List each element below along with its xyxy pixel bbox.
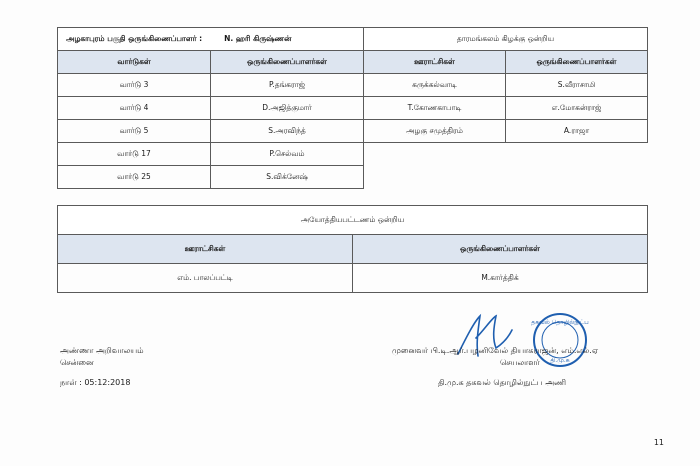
coordinator-cell: D.அஜித்குமார் bbox=[211, 97, 364, 120]
tharamangalam-table bbox=[363, 27, 648, 143]
coordinator-cell: P.செல்வம் bbox=[211, 143, 364, 166]
panchayat-cell: அழகு சமுத்திரம் bbox=[364, 120, 506, 143]
title-name: N. ஹரி கிருஷ்ணன் bbox=[224, 34, 292, 43]
table-row bbox=[364, 97, 648, 120]
table-row bbox=[364, 74, 648, 97]
table-row bbox=[364, 120, 648, 143]
coordinator-cell: S.வீராசாமி bbox=[506, 74, 648, 97]
ward-cell: வார்டு 25 bbox=[58, 166, 211, 189]
col-header-coordinators: ஒருங்கிணைப்பாளர்கள் bbox=[211, 51, 364, 74]
ayothiyapattanam-table bbox=[57, 205, 648, 293]
panchayat-cell: எம். பாலப்பட்டி bbox=[58, 264, 353, 293]
wing-name: தி.மு.க தகவல் தொழில்நுட்ப அணி bbox=[438, 378, 567, 387]
alagapuram-title bbox=[58, 28, 364, 51]
tharamangalam-title: தாரமங்கலம் கிழக்கு ஒன்றிய bbox=[364, 28, 648, 51]
alagapuram-table bbox=[57, 27, 364, 189]
table-row bbox=[58, 97, 364, 120]
table-row bbox=[58, 166, 364, 189]
place-line2: சென்னை bbox=[60, 358, 94, 367]
panchayat-cell: T.கோணகாபாடி bbox=[364, 97, 506, 120]
ayothiyapattanam-title: அயோத்தியபட்டணம் ஒன்றிய bbox=[58, 206, 648, 235]
coordinator-cell: P.தங்கராஜ் bbox=[211, 74, 364, 97]
col-header-panchayats: ஊராட்சிகள் bbox=[364, 51, 506, 74]
stamp-text: தகவல் தொழில்நுட்ப bbox=[531, 319, 589, 326]
ward-cell: வார்டு 5 bbox=[58, 120, 211, 143]
ward-cell: வார்டு 4 bbox=[58, 97, 211, 120]
col-header-panchayats: ஊராட்சிகள் bbox=[58, 235, 353, 264]
signatory-name: முனைவர் பி.டி.ஆர்.பழனிவேல் தியாகராஜன், எம்.எல்.ஏ bbox=[392, 346, 599, 355]
page-number: 11 bbox=[653, 438, 664, 447]
signatory-title: செயலாளர் bbox=[500, 358, 540, 367]
coordinator-cell: A.ராஜா bbox=[506, 120, 648, 143]
table-row bbox=[58, 264, 648, 293]
ward-cell: வார்டு 3 bbox=[58, 74, 211, 97]
col-header-coordinators: ஒருங்கிணைப்பாளர்கள் bbox=[506, 51, 648, 74]
panchayat-cell: கருக்கல்வாடி bbox=[364, 74, 506, 97]
table-row bbox=[58, 74, 364, 97]
title-label: அழகாபுரம் பகுதி ஒருங்கிணைப்பாளர் : bbox=[66, 34, 203, 43]
col-header-wards: வார்டுகள் bbox=[58, 51, 211, 74]
table-row bbox=[58, 143, 364, 166]
ward-cell: வார்டு 17 bbox=[58, 143, 211, 166]
coordinator-cell: S.அரவிந்த் bbox=[211, 120, 364, 143]
place-line1: அண்ணா அறிவாலயம் bbox=[60, 346, 144, 355]
date: நாள் : 05:12:2018 bbox=[60, 378, 131, 387]
col-header-coordinators: ஒருங்கிணைப்பாளர்கள் bbox=[353, 235, 648, 264]
table-row bbox=[58, 120, 364, 143]
stamp-bottom-text: தி.மு.க bbox=[550, 357, 570, 364]
coordinator-cell: M.கார்த்திக் bbox=[353, 264, 648, 293]
coordinator-cell: S.விக்னேஷ் bbox=[211, 166, 364, 189]
coordinator-cell: எ.மோகன்ராஜ் bbox=[506, 97, 648, 120]
